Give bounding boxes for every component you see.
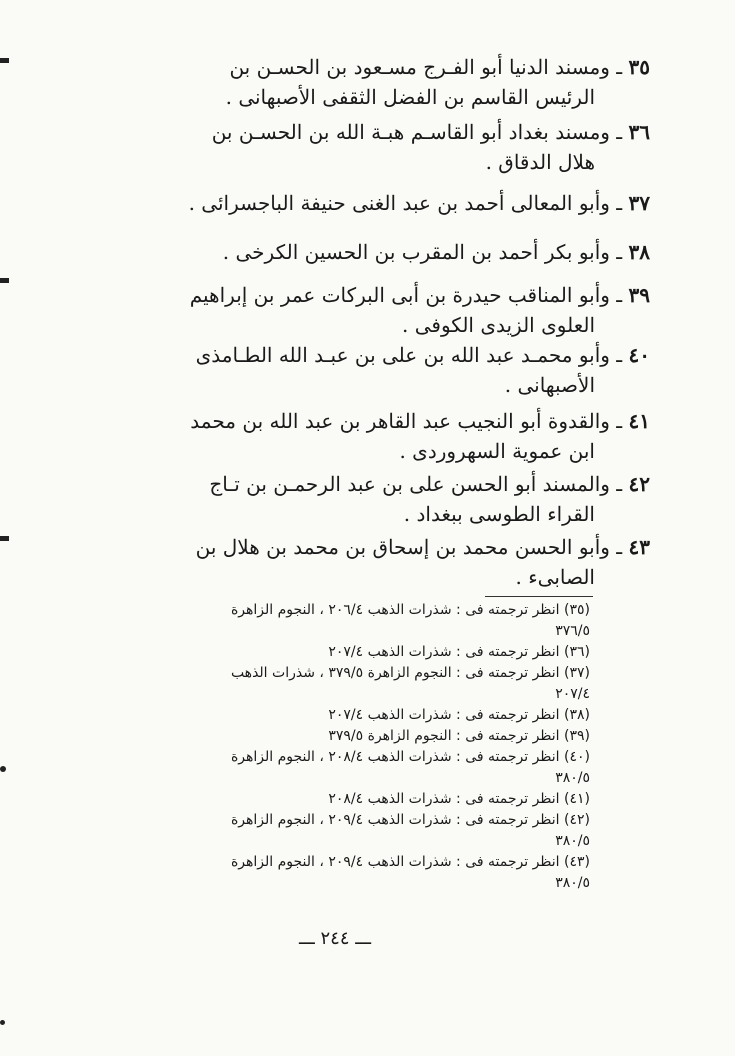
entry-text-continued: العلوى الزيدى الكوفى . (402, 313, 595, 337)
entry-text-continued: الأصبهانى . (504, 373, 595, 397)
entry-text-continued: القراء الطوسى ببغداد . (403, 502, 595, 526)
entry-text-continued: الصابىء . (515, 565, 595, 589)
footnote-separator (485, 596, 593, 597)
entry-35 (80, 52, 650, 112)
biography-entries (80, 52, 650, 592)
footnotes (78, 600, 590, 894)
footnote-40 (78, 747, 590, 789)
footnote-35 (78, 600, 590, 642)
page-number: ـــ ٢٤٤ ـــ (298, 928, 372, 949)
entry-number: ٣٩ (628, 283, 650, 307)
footnote-43 (78, 852, 590, 894)
footnote-text: (٤٣) انظر ترجمته فى : شذرات الذهب ٢٠٩/٤ ، النجوم الزاهرة (230, 854, 590, 870)
entry-number: ٤١ (628, 409, 650, 433)
footnote-text-continued: ٣٨٠/٥ (555, 833, 590, 849)
entry-37 (80, 188, 650, 218)
footnote-text: (٤١) انظر ترجمته فى : شذرات الذهب ٢٠٨/٤ (328, 791, 590, 807)
entry-36 (80, 117, 650, 177)
entry-number: ٤٣ (628, 535, 650, 559)
footnote-text: (٣٦) انظر ترجمته فى : شذرات الذهب ٢٠٧/٤ (328, 644, 590, 660)
entry-number: ٤٢ (628, 472, 650, 496)
entry-text: ـ وأبو بكر أحمد بن المقرب بن الحسين الكرخى . (222, 240, 623, 264)
entry-text: ـ ومسند بغداد أبو القاسـم هبـة الله بن الحسـن بن (211, 120, 623, 144)
footnote-text: (٤٠) انظر ترجمته فى : شذرات الذهب ٢٠٨/٤ ، النجوم الزاهرة (230, 749, 590, 765)
binding-mark (0, 58, 9, 63)
entry-text: ـ وأبو المناقب حيدرة بن أبى البركات عمر بن إبراهيم (189, 283, 623, 307)
footnote-37 (78, 663, 590, 705)
footnote-39 (78, 726, 590, 747)
footnote-text-continued: ٢٠٧/٤ (555, 686, 590, 702)
entry-text-continued: ابن عموية السهروردى . (399, 439, 595, 463)
footnote-41 (78, 789, 590, 810)
entry-text-continued: هلال الدقاق . (485, 150, 595, 174)
footnote-text: (٣٥) انظر ترجمته فى : شذرات الذهب ٢٠٦/٤ ، النجوم الزاهرة (230, 602, 590, 618)
entry-text: ـ وأبو المعالى أحمد بن عبد الغنى حنيفة الباجسرائى . (188, 191, 623, 215)
binding-mark (0, 766, 6, 772)
entry-number: ٣٧ (628, 191, 650, 215)
binding-mark (0, 536, 9, 541)
entry-39 (80, 280, 650, 340)
footnote-36 (78, 642, 590, 663)
entry-41 (80, 406, 650, 466)
entry-number: ٣٥ (628, 55, 650, 79)
footnote-text: (٤٢) انظر ترجمته فى : شذرات الذهب ٢٠٩/٤ ، النجوم الزاهرة (230, 812, 590, 828)
entry-42 (80, 469, 650, 529)
entry-text: ـ والمسند أبو الحسن على بن عبد الرحمـن بن تـاج (209, 472, 623, 496)
binding-mark (0, 1020, 5, 1025)
binding-mark (0, 278, 9, 283)
entry-number: ٣٦ (628, 120, 650, 144)
entry-38 (80, 237, 650, 267)
footnote-text-continued: ٣٧٦/٥ (555, 623, 590, 639)
entry-43 (80, 532, 650, 592)
footnote-text-continued: ٣٨٠/٥ (555, 770, 590, 786)
footnote-text-continued: ٣٨٠/٥ (555, 875, 590, 891)
footnote-42 (78, 810, 590, 852)
footnote-text: (٣٩) انظر ترجمته فى : النجوم الزاهرة ٣٧٩/٥ (328, 728, 590, 744)
footnote-38 (78, 705, 590, 726)
entry-text: ـ ومسند الدنيا أبو الفـرج مسـعود بن الحسـن بن (229, 55, 623, 79)
entry-number: ٤٠ (628, 343, 650, 367)
entry-40 (80, 340, 650, 400)
entry-text: ـ وأبو الحسن محمد بن إسحاق بن محمد بن هلال بن (195, 535, 623, 559)
entry-number: ٣٨ (628, 240, 650, 264)
entry-text: ـ والقدوة أبو النجيب عبد القاهر بن عبد الله بن محمد (190, 409, 623, 433)
entry-text-continued: الرئيس القاسم بن الفضل الثقفى الأصبهانى . (225, 85, 595, 109)
footnote-text: (٣٨) انظر ترجمته فى : شذرات الذهب ٢٠٧/٤ (328, 707, 590, 723)
footnote-text: (٣٧) انظر ترجمته فى : النجوم الزاهرة ٣٧٩/٥ ، شذرات الذهب (230, 665, 590, 681)
entry-text: ـ وأبو محمـد عبد الله بن على بن عبـد الله الطـامذى (195, 343, 623, 367)
